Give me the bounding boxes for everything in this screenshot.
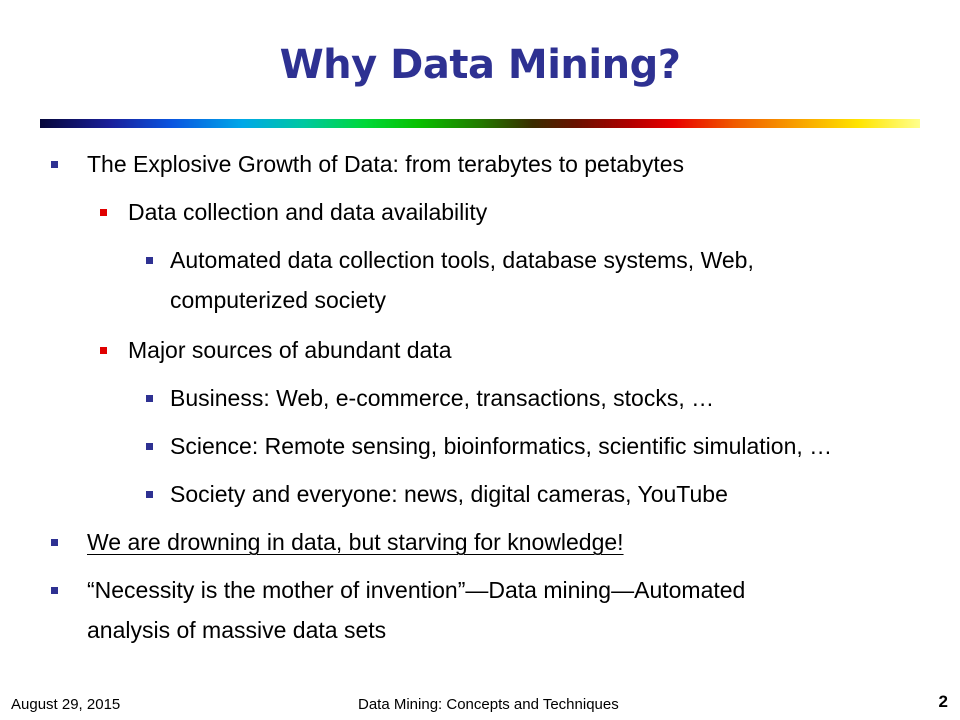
bullet-item-line: analysis of massive data sets — [87, 617, 387, 643]
bullet-item: Major sources of abundant data — [128, 337, 452, 363]
bullet-marker — [100, 347, 107, 354]
bullet-item: Society and everyone: news, digital cameras, YouTube — [170, 481, 728, 507]
bullet-marker — [146, 491, 153, 498]
bullet-item: The Explosive Growth of Data: from terabytes to petabytes — [87, 151, 685, 177]
bullet-marker — [51, 539, 58, 546]
bullet-item-line: “Necessity is the mother of invention”—Data mining—Automated — [87, 577, 746, 603]
bullet-marker — [51, 587, 58, 594]
bullet-item-line: Automated data collection tools, database systems, Web, — [170, 247, 754, 273]
bullet-marker — [146, 443, 153, 450]
bullet-marker — [146, 257, 153, 264]
footer-course: Data Mining: Concepts and Techniques — [358, 696, 619, 713]
bullet-marker — [146, 395, 153, 402]
bullet-item-underlined: We are drowning in data, but starving for knowledge! — [87, 529, 624, 555]
bullet-item: Business: Web, e-commerce, transactions, stocks, … — [170, 385, 715, 411]
bullet-item: Science: Remote sensing, bioinformatics, scientific simulation, … — [170, 433, 833, 459]
bullet-marker — [100, 209, 107, 216]
slide-title: Why Data Mining? — [279, 42, 681, 88]
bullet-item: Data collection and data availability — [128, 199, 488, 225]
footer-date: August 29, 2015 — [11, 696, 121, 713]
bullet-marker — [51, 161, 58, 168]
bullet-item-line: computerized society — [170, 287, 387, 313]
page-number: 2 — [938, 692, 948, 711]
rainbow-divider — [40, 119, 920, 128]
